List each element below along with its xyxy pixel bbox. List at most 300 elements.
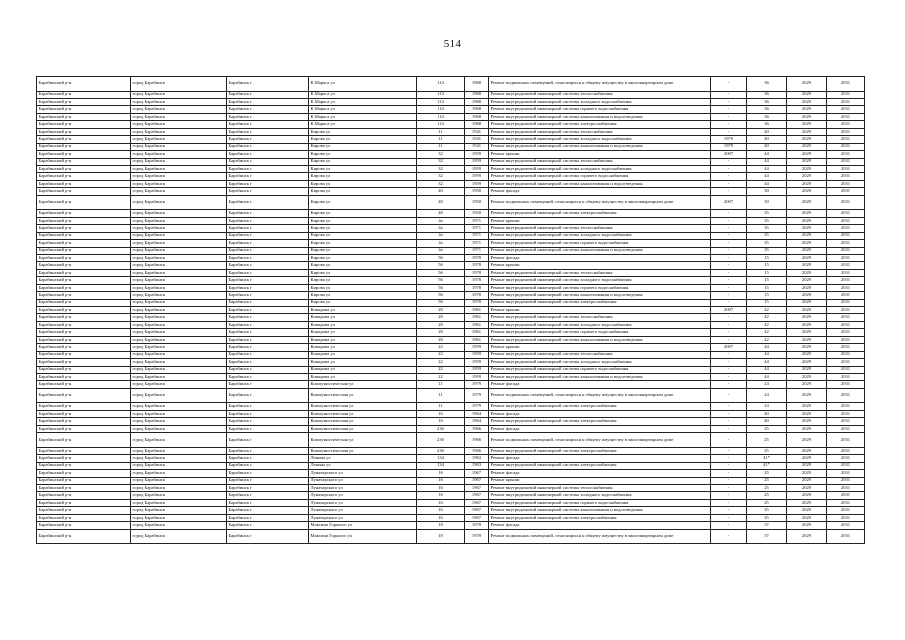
plan-year-end-cell: 2031 xyxy=(827,99,865,106)
house-number-cell: 16 xyxy=(417,410,465,417)
work-type-cell: Ремонт фасада xyxy=(489,470,711,477)
plan-year-end-cell: 2031 xyxy=(827,292,865,299)
district-cell: Барабинский р-н xyxy=(37,292,131,299)
district-cell: Барабинский р-н xyxy=(37,173,131,180)
wear-percent-cell: 40 xyxy=(747,410,787,417)
house-number-cell: 11 xyxy=(417,128,465,135)
city-cell: Барабинск г xyxy=(227,217,309,224)
build-year-cell: 1961 xyxy=(465,329,489,336)
district-cell: Барабинский р-н xyxy=(37,128,131,135)
district-cell: Барабинский р-н xyxy=(37,418,131,425)
table-row xyxy=(37,388,865,403)
table-row xyxy=(37,484,865,491)
build-year-cell: 1961 xyxy=(465,336,489,343)
table-row xyxy=(37,462,865,469)
plan-year-start-cell: 2029 xyxy=(787,121,827,128)
work-type-cell: Ремонт внутридомовой инженерной системы канализования и водоотведения xyxy=(489,373,711,380)
wear-percent-cell: 25 xyxy=(747,477,787,484)
table-row xyxy=(37,514,865,521)
settlement-cell: город Барабинск xyxy=(131,410,227,417)
last-repair-year-cell: 2007 xyxy=(711,195,747,210)
wear-percent-cell: 36 xyxy=(747,99,787,106)
work-type-cell: Ремонт внутридомовой инженерной системы электроснабжения xyxy=(489,403,711,410)
settlement-cell: город Барабинск xyxy=(131,254,227,261)
last-repair-year-cell: 2007 xyxy=(711,151,747,158)
plan-year-end-cell: 2031 xyxy=(827,455,865,462)
table-row xyxy=(37,522,865,529)
build-year-cell: 1971 xyxy=(465,217,489,224)
table-row xyxy=(37,210,865,217)
plan-year-end-cell: 2031 xyxy=(827,522,865,529)
street-cell: Луначарского ул xyxy=(309,507,417,514)
work-type-cell: Ремонт внутридомовой инженерной системы холодного водоснабжения xyxy=(489,359,711,366)
wear-percent-cell: 41* xyxy=(747,462,787,469)
page-number: 514 xyxy=(443,38,462,50)
last-repair-year-cell: - xyxy=(711,99,747,106)
plan-year-end-cell: 2031 xyxy=(827,165,865,172)
work-type-cell: Ремонт внутридомовой инженерной системы холодного водоснабжения xyxy=(489,165,711,172)
plan-year-end-cell: 2031 xyxy=(827,180,865,187)
work-type-cell: Ремонт внутридомовой инженерной системы канализования и водоотведения xyxy=(489,292,711,299)
plan-year-end-cell: 2031 xyxy=(827,262,865,269)
district-cell: Барабинский р-н xyxy=(37,455,131,462)
street-cell: К.Маркса ул xyxy=(309,113,417,120)
last-repair-year-cell: - xyxy=(711,77,747,92)
plan-year-end-cell: 2031 xyxy=(827,418,865,425)
house-number-cell: 56 xyxy=(417,254,465,261)
table-row xyxy=(37,433,865,448)
street-cell: Максима Горького ул xyxy=(309,529,417,544)
city-cell: Барабинск г xyxy=(227,514,309,521)
work-type-cell: Ремонт внутридомовой инженерной системы теплоснабжения xyxy=(489,351,711,358)
district-cell: Барабинский р-н xyxy=(37,106,131,113)
district-cell: Барабинский р-н xyxy=(37,240,131,247)
street-cell: Кирова ул xyxy=(309,165,417,172)
settlement-cell: город Барабинск xyxy=(131,470,227,477)
work-type-cell: Ремонт внутридомовой инженерной системы горячего водоснабжения xyxy=(489,284,711,291)
work-type-cell: Ремонт фасада xyxy=(489,522,711,529)
wear-percent-cell: 36 xyxy=(747,113,787,120)
street-cell: Кирова ул xyxy=(309,180,417,187)
plan-year-start-cell: 2029 xyxy=(787,217,827,224)
house-number-cell: 11 xyxy=(417,136,465,143)
work-type-cell: Ремонт внутридомовой инженерной системы электроснабжения xyxy=(489,299,711,306)
district-cell: Барабинский р-н xyxy=(37,403,131,410)
build-year-cell: 1959 xyxy=(465,373,489,380)
wear-percent-cell: 40 xyxy=(747,143,787,150)
plan-year-end-cell: 2031 xyxy=(827,433,865,448)
table-row xyxy=(37,254,865,261)
wear-percent-cell: 44 xyxy=(747,366,787,373)
settlement-cell: город Барабинск xyxy=(131,447,227,454)
wear-percent-cell: 44 xyxy=(747,373,787,380)
settlement-cell: город Барабинск xyxy=(131,210,227,217)
district-cell: Барабинский р-н xyxy=(37,165,131,172)
build-year-cell: 1979 xyxy=(465,403,489,410)
city-cell: Барабинск г xyxy=(227,329,309,336)
city-cell: Барабинск г xyxy=(227,447,309,454)
plan-year-end-cell: 2031 xyxy=(827,128,865,135)
plan-year-end-cell: 2031 xyxy=(827,143,865,150)
build-year-cell: 1966 xyxy=(465,447,489,454)
house-number-cell: 32 xyxy=(417,151,465,158)
table-row xyxy=(37,447,865,454)
district-cell: Барабинский р-н xyxy=(37,143,131,150)
work-type-cell: Ремонт внутридомовой инженерной системы горячего водоснабжения xyxy=(489,240,711,247)
plan-year-end-cell: 2031 xyxy=(827,195,865,210)
plan-year-start-cell: 2029 xyxy=(787,158,827,165)
build-year-cell: 1959 xyxy=(465,158,489,165)
city-cell: Барабинск г xyxy=(227,410,309,417)
city-cell: Барабинск г xyxy=(227,366,309,373)
city-cell: Барабинск г xyxy=(227,462,309,469)
street-cell: Кирова ул xyxy=(309,136,417,143)
street-cell: Луначарского ул xyxy=(309,470,417,477)
street-cell: Кирова ул xyxy=(309,143,417,150)
plan-year-start-cell: 2029 xyxy=(787,462,827,469)
house-number-cell: 20 xyxy=(417,321,465,328)
district-cell: Барабинский р-н xyxy=(37,388,131,403)
wear-percent-cell: 15 xyxy=(747,292,787,299)
build-year-cell: 1978 xyxy=(465,292,489,299)
plan-year-end-cell: 2031 xyxy=(827,477,865,484)
wear-percent-cell: 40 xyxy=(747,136,787,143)
city-cell: Барабинск г xyxy=(227,284,309,291)
plan-year-end-cell: 2031 xyxy=(827,470,865,477)
plan-year-start-cell: 2029 xyxy=(787,113,827,120)
work-type-cell: Ремонт внутридомовой инженерной системы горячего водоснабжения xyxy=(489,329,711,336)
house-number-cell: 11 xyxy=(417,403,465,410)
street-cell: Кирова ул xyxy=(309,269,417,276)
build-year-cell: 1979 xyxy=(465,388,489,403)
table-row xyxy=(37,507,865,514)
house-number-cell: 20 xyxy=(417,336,465,343)
district-cell: Барабинский р-н xyxy=(37,433,131,448)
settlement-cell: город Барабинск xyxy=(131,232,227,239)
house-number-cell: 40 xyxy=(417,188,465,195)
plan-year-start-cell: 2029 xyxy=(787,418,827,425)
work-type-cell: Ремонт внутридомовой инженерной системы горячего водоснабжения xyxy=(489,173,711,180)
house-number-cell: 16 xyxy=(417,470,465,477)
house-number-cell: 16 xyxy=(417,507,465,514)
work-type-cell: Ремонт фасада xyxy=(489,254,711,261)
district-cell: Барабинский р-н xyxy=(37,366,131,373)
plan-year-start-cell: 2029 xyxy=(787,136,827,143)
work-type-cell: Ремонт внутридомовой инженерной системы горячего водоснабжения xyxy=(489,499,711,506)
district-cell: Барабинский р-н xyxy=(37,336,131,343)
last-repair-year-cell: - xyxy=(711,277,747,284)
street-cell: К.Маркса ул xyxy=(309,91,417,98)
city-cell: Барабинск г xyxy=(227,381,309,388)
last-repair-year-cell: - xyxy=(711,284,747,291)
plan-year-start-cell: 2029 xyxy=(787,240,827,247)
street-cell: Максима Горького ул xyxy=(309,522,417,529)
settlement-cell: город Барабинск xyxy=(131,128,227,135)
table-row xyxy=(37,262,865,269)
plan-year-start-cell: 2029 xyxy=(787,128,827,135)
plan-year-end-cell: 2031 xyxy=(827,381,865,388)
street-cell: Ленина ул xyxy=(309,462,417,469)
street-cell: К.Маркса ул xyxy=(309,106,417,113)
settlement-cell: город Барабинск xyxy=(131,136,227,143)
table-row xyxy=(37,217,865,224)
street-cell: Кирова ул xyxy=(309,299,417,306)
house-number-cell: 23б xyxy=(417,425,465,432)
plan-year-end-cell: 2031 xyxy=(827,462,865,469)
work-type-cell: Ремонт подвальных помещений, относящихся к общему имуществу в многоквартирном доме xyxy=(489,195,711,210)
wear-percent-cell: 40 xyxy=(747,418,787,425)
district-cell: Барабинский р-н xyxy=(37,77,131,92)
district-cell: Барабинский р-н xyxy=(37,359,131,366)
last-repair-year-cell: - xyxy=(711,165,747,172)
plan-year-start-cell: 2029 xyxy=(787,292,827,299)
street-cell: Кирова ул xyxy=(309,217,417,224)
plan-year-start-cell: 2029 xyxy=(787,425,827,432)
plan-year-end-cell: 2031 xyxy=(827,359,865,366)
district-cell: Барабинский р-н xyxy=(37,195,131,210)
work-type-cell: Ремонт фасада xyxy=(489,381,711,388)
plan-year-start-cell: 2029 xyxy=(787,225,827,232)
wear-percent-cell: 42 xyxy=(747,314,787,321)
wear-percent-cell: 25 xyxy=(747,447,787,454)
build-year-cell: 1979 xyxy=(465,381,489,388)
plan-year-end-cell: 2031 xyxy=(827,366,865,373)
plan-year-end-cell: 2031 xyxy=(827,351,865,358)
build-year-cell: 1978 xyxy=(465,269,489,276)
plan-year-start-cell: 2029 xyxy=(787,522,827,529)
wear-percent-cell: 25 xyxy=(747,470,787,477)
street-cell: Кирова ул xyxy=(309,254,417,261)
street-cell: Коммунистическая ул xyxy=(309,410,417,417)
plan-year-start-cell: 2029 xyxy=(787,284,827,291)
settlement-cell: город Барабинск xyxy=(131,433,227,448)
plan-year-end-cell: 2031 xyxy=(827,136,865,143)
city-cell: Барабинск г xyxy=(227,470,309,477)
city-cell: Барабинск г xyxy=(227,299,309,306)
district-cell: Барабинский р-н xyxy=(37,217,131,224)
street-cell: Кирова ул xyxy=(309,277,417,284)
plan-year-start-cell: 2029 xyxy=(787,344,827,351)
last-repair-year-cell: - xyxy=(711,470,747,477)
settlement-cell: город Барабинск xyxy=(131,113,227,120)
district-cell: Барабинский р-н xyxy=(37,269,131,276)
last-repair-year-cell: 2007 xyxy=(711,307,747,314)
work-type-cell: Ремонт крыши xyxy=(489,344,711,351)
wear-percent-cell: 25 xyxy=(747,492,787,499)
plan-year-end-cell: 2031 xyxy=(827,254,865,261)
table-row xyxy=(37,314,865,321)
house-number-cell: 134 xyxy=(417,455,465,462)
wear-percent-cell: 15 xyxy=(747,277,787,284)
build-year-cell: 1968 xyxy=(465,77,489,92)
house-number-cell: 18 xyxy=(417,522,465,529)
table-row xyxy=(37,277,865,284)
table-row xyxy=(37,91,865,98)
last-repair-year-cell: - xyxy=(711,462,747,469)
build-year-cell: 1950 xyxy=(465,188,489,195)
last-repair-year-cell: - xyxy=(711,225,747,232)
plan-year-start-cell: 2029 xyxy=(787,336,827,343)
last-repair-year-cell: - xyxy=(711,373,747,380)
build-year-cell: 1978 xyxy=(465,284,489,291)
settlement-cell: город Барабинск xyxy=(131,247,227,254)
wear-percent-cell: 37 xyxy=(747,529,787,544)
district-cell: Барабинский р-н xyxy=(37,484,131,491)
plan-year-end-cell: 2031 xyxy=(827,106,865,113)
last-repair-year-cell: - xyxy=(711,336,747,343)
wear-percent-cell: 35 xyxy=(747,240,787,247)
street-cell: Комарова ул xyxy=(309,366,417,373)
city-cell: Барабинск г xyxy=(227,425,309,432)
work-type-cell: Ремонт фасада xyxy=(489,188,711,195)
house-number-cell: 18 xyxy=(417,529,465,544)
district-cell: Барабинский р-н xyxy=(37,277,131,284)
last-repair-year-cell: - xyxy=(711,455,747,462)
table-row xyxy=(37,143,865,150)
district-cell: Барабинский р-н xyxy=(37,158,131,165)
settlement-cell: город Барабинск xyxy=(131,359,227,366)
plan-year-end-cell: 2031 xyxy=(827,336,865,343)
work-type-cell: Ремонт внутридомовой инженерной системы теплоснабжения xyxy=(489,314,711,321)
table-row xyxy=(37,99,865,106)
street-cell: Луначарского ул xyxy=(309,492,417,499)
wear-percent-cell: 15 xyxy=(747,269,787,276)
build-year-cell: 1978 xyxy=(465,277,489,284)
settlement-cell: город Барабинск xyxy=(131,240,227,247)
plan-year-start-cell: 2029 xyxy=(787,91,827,98)
plan-year-end-cell: 2031 xyxy=(827,210,865,217)
district-cell: Барабинский р-н xyxy=(37,307,131,314)
plan-year-start-cell: 2029 xyxy=(787,188,827,195)
table-row xyxy=(37,381,865,388)
table-row xyxy=(37,373,865,380)
last-repair-year-cell: - xyxy=(711,232,747,239)
table-row xyxy=(37,158,865,165)
build-year-cell: 1959 xyxy=(465,359,489,366)
plan-year-end-cell: 2031 xyxy=(827,329,865,336)
house-number-cell: 4а xyxy=(417,225,465,232)
street-cell: Кирова ул xyxy=(309,225,417,232)
table-row xyxy=(37,470,865,477)
house-number-cell: 32 xyxy=(417,180,465,187)
city-cell: Барабинск г xyxy=(227,91,309,98)
house-number-cell: 114 xyxy=(417,121,465,128)
street-cell: Кирова ул xyxy=(309,262,417,269)
settlement-cell: город Барабинск xyxy=(131,321,227,328)
street-cell: Комарова ул xyxy=(309,321,417,328)
house-number-cell: 16 xyxy=(417,514,465,521)
house-number-cell: 56 xyxy=(417,292,465,299)
work-type-cell: Ремонт внутридомовой инженерной системы теплоснабжения xyxy=(489,158,711,165)
work-type-cell: Ремонт внутридомовой инженерной системы холодного водоснабжения xyxy=(489,492,711,499)
table-row xyxy=(37,299,865,306)
work-type-cell: Ремонт внутридомовой инженерной системы теплоснабжения xyxy=(489,225,711,232)
build-year-cell: 1950 xyxy=(465,210,489,217)
plan-year-end-cell: 2031 xyxy=(827,269,865,276)
plan-year-start-cell: 2029 xyxy=(787,99,827,106)
work-type-cell: Ремонт внутридомовой инженерной системы горячего водоснабжения xyxy=(489,366,711,373)
work-type-cell: Ремонт внутридомовой инженерной системы холодного водоснабжения xyxy=(489,232,711,239)
build-year-cell: 1959 xyxy=(465,180,489,187)
table-row xyxy=(37,173,865,180)
table-row xyxy=(37,136,865,143)
settlement-cell: город Барабинск xyxy=(131,336,227,343)
plan-year-end-cell: 2031 xyxy=(827,321,865,328)
build-year-cell: 1963 xyxy=(465,462,489,469)
plan-year-end-cell: 2031 xyxy=(827,529,865,544)
city-cell: Барабинск г xyxy=(227,232,309,239)
build-year-cell: 1941 xyxy=(465,136,489,143)
wear-percent-cell: 15 xyxy=(747,284,787,291)
settlement-cell: город Барабинск xyxy=(131,403,227,410)
plan-year-start-cell: 2029 xyxy=(787,373,827,380)
plan-year-start-cell: 2029 xyxy=(787,514,827,521)
street-cell: Комарова ул xyxy=(309,329,417,336)
city-cell: Барабинск г xyxy=(227,507,309,514)
plan-year-start-cell: 2029 xyxy=(787,492,827,499)
work-type-cell: Ремонт подвальных помещений, относящихся к общему имуществу в многоквартирном доме xyxy=(489,433,711,448)
plan-year-end-cell: 2031 xyxy=(827,492,865,499)
table-row xyxy=(37,477,865,484)
settlement-cell: город Барабинск xyxy=(131,217,227,224)
house-number-cell: 20 xyxy=(417,314,465,321)
last-repair-year-cell: - xyxy=(711,299,747,306)
wear-percent-cell: 25 xyxy=(747,425,787,432)
settlement-cell: город Барабинск xyxy=(131,99,227,106)
district-cell: Барабинский р-н xyxy=(37,225,131,232)
last-repair-year-cell: - xyxy=(711,484,747,491)
work-type-cell: Ремонт внутридомовой инженерной системы теплоснабжения xyxy=(489,269,711,276)
street-cell: Кирова ул xyxy=(309,284,417,291)
city-cell: Барабинск г xyxy=(227,269,309,276)
work-type-cell: Ремонт подвальных помещений, относящихся к общему имуществу в многоквартирном доме xyxy=(489,388,711,403)
last-repair-year-cell: - xyxy=(711,292,747,299)
street-cell: Комарова ул xyxy=(309,314,417,321)
plan-year-end-cell: 2031 xyxy=(827,158,865,165)
last-repair-year-cell: - xyxy=(711,447,747,454)
district-cell: Барабинский р-н xyxy=(37,210,131,217)
house-number-cell: 134 xyxy=(417,462,465,469)
district-cell: Барабинский р-н xyxy=(37,262,131,269)
last-repair-year-cell: - xyxy=(711,410,747,417)
plan-year-start-cell: 2029 xyxy=(787,447,827,454)
plan-year-end-cell: 2031 xyxy=(827,284,865,291)
district-cell: Барабинский р-н xyxy=(37,254,131,261)
city-cell: Барабинск г xyxy=(227,99,309,106)
build-year-cell: 1964 xyxy=(465,418,489,425)
work-type-cell: Ремонт внутридомовой инженерной системы канализования и водоотведения xyxy=(489,336,711,343)
work-type-cell: Ремонт внутридомовой инженерной системы электроснабжения xyxy=(489,447,711,454)
house-number-cell: 16 xyxy=(417,484,465,491)
plan-year-end-cell: 2031 xyxy=(827,373,865,380)
city-cell: Барабинск г xyxy=(227,388,309,403)
settlement-cell: город Барабинск xyxy=(131,262,227,269)
settlement-cell: город Барабинск xyxy=(131,284,227,291)
last-repair-year-cell: - xyxy=(711,492,747,499)
city-cell: Барабинск г xyxy=(227,240,309,247)
settlement-cell: город Барабинск xyxy=(131,188,227,195)
build-year-cell: 1978 xyxy=(465,299,489,306)
district-cell: Барабинский р-н xyxy=(37,136,131,143)
settlement-cell: город Барабинск xyxy=(131,462,227,469)
last-repair-year-cell: - xyxy=(711,507,747,514)
build-year-cell: 1968 xyxy=(465,121,489,128)
build-year-cell: 1968 xyxy=(465,106,489,113)
house-number-cell: 16 xyxy=(417,492,465,499)
city-cell: Барабинск г xyxy=(227,143,309,150)
plan-year-start-cell: 2029 xyxy=(787,77,827,92)
last-repair-year-cell: - xyxy=(711,529,747,544)
